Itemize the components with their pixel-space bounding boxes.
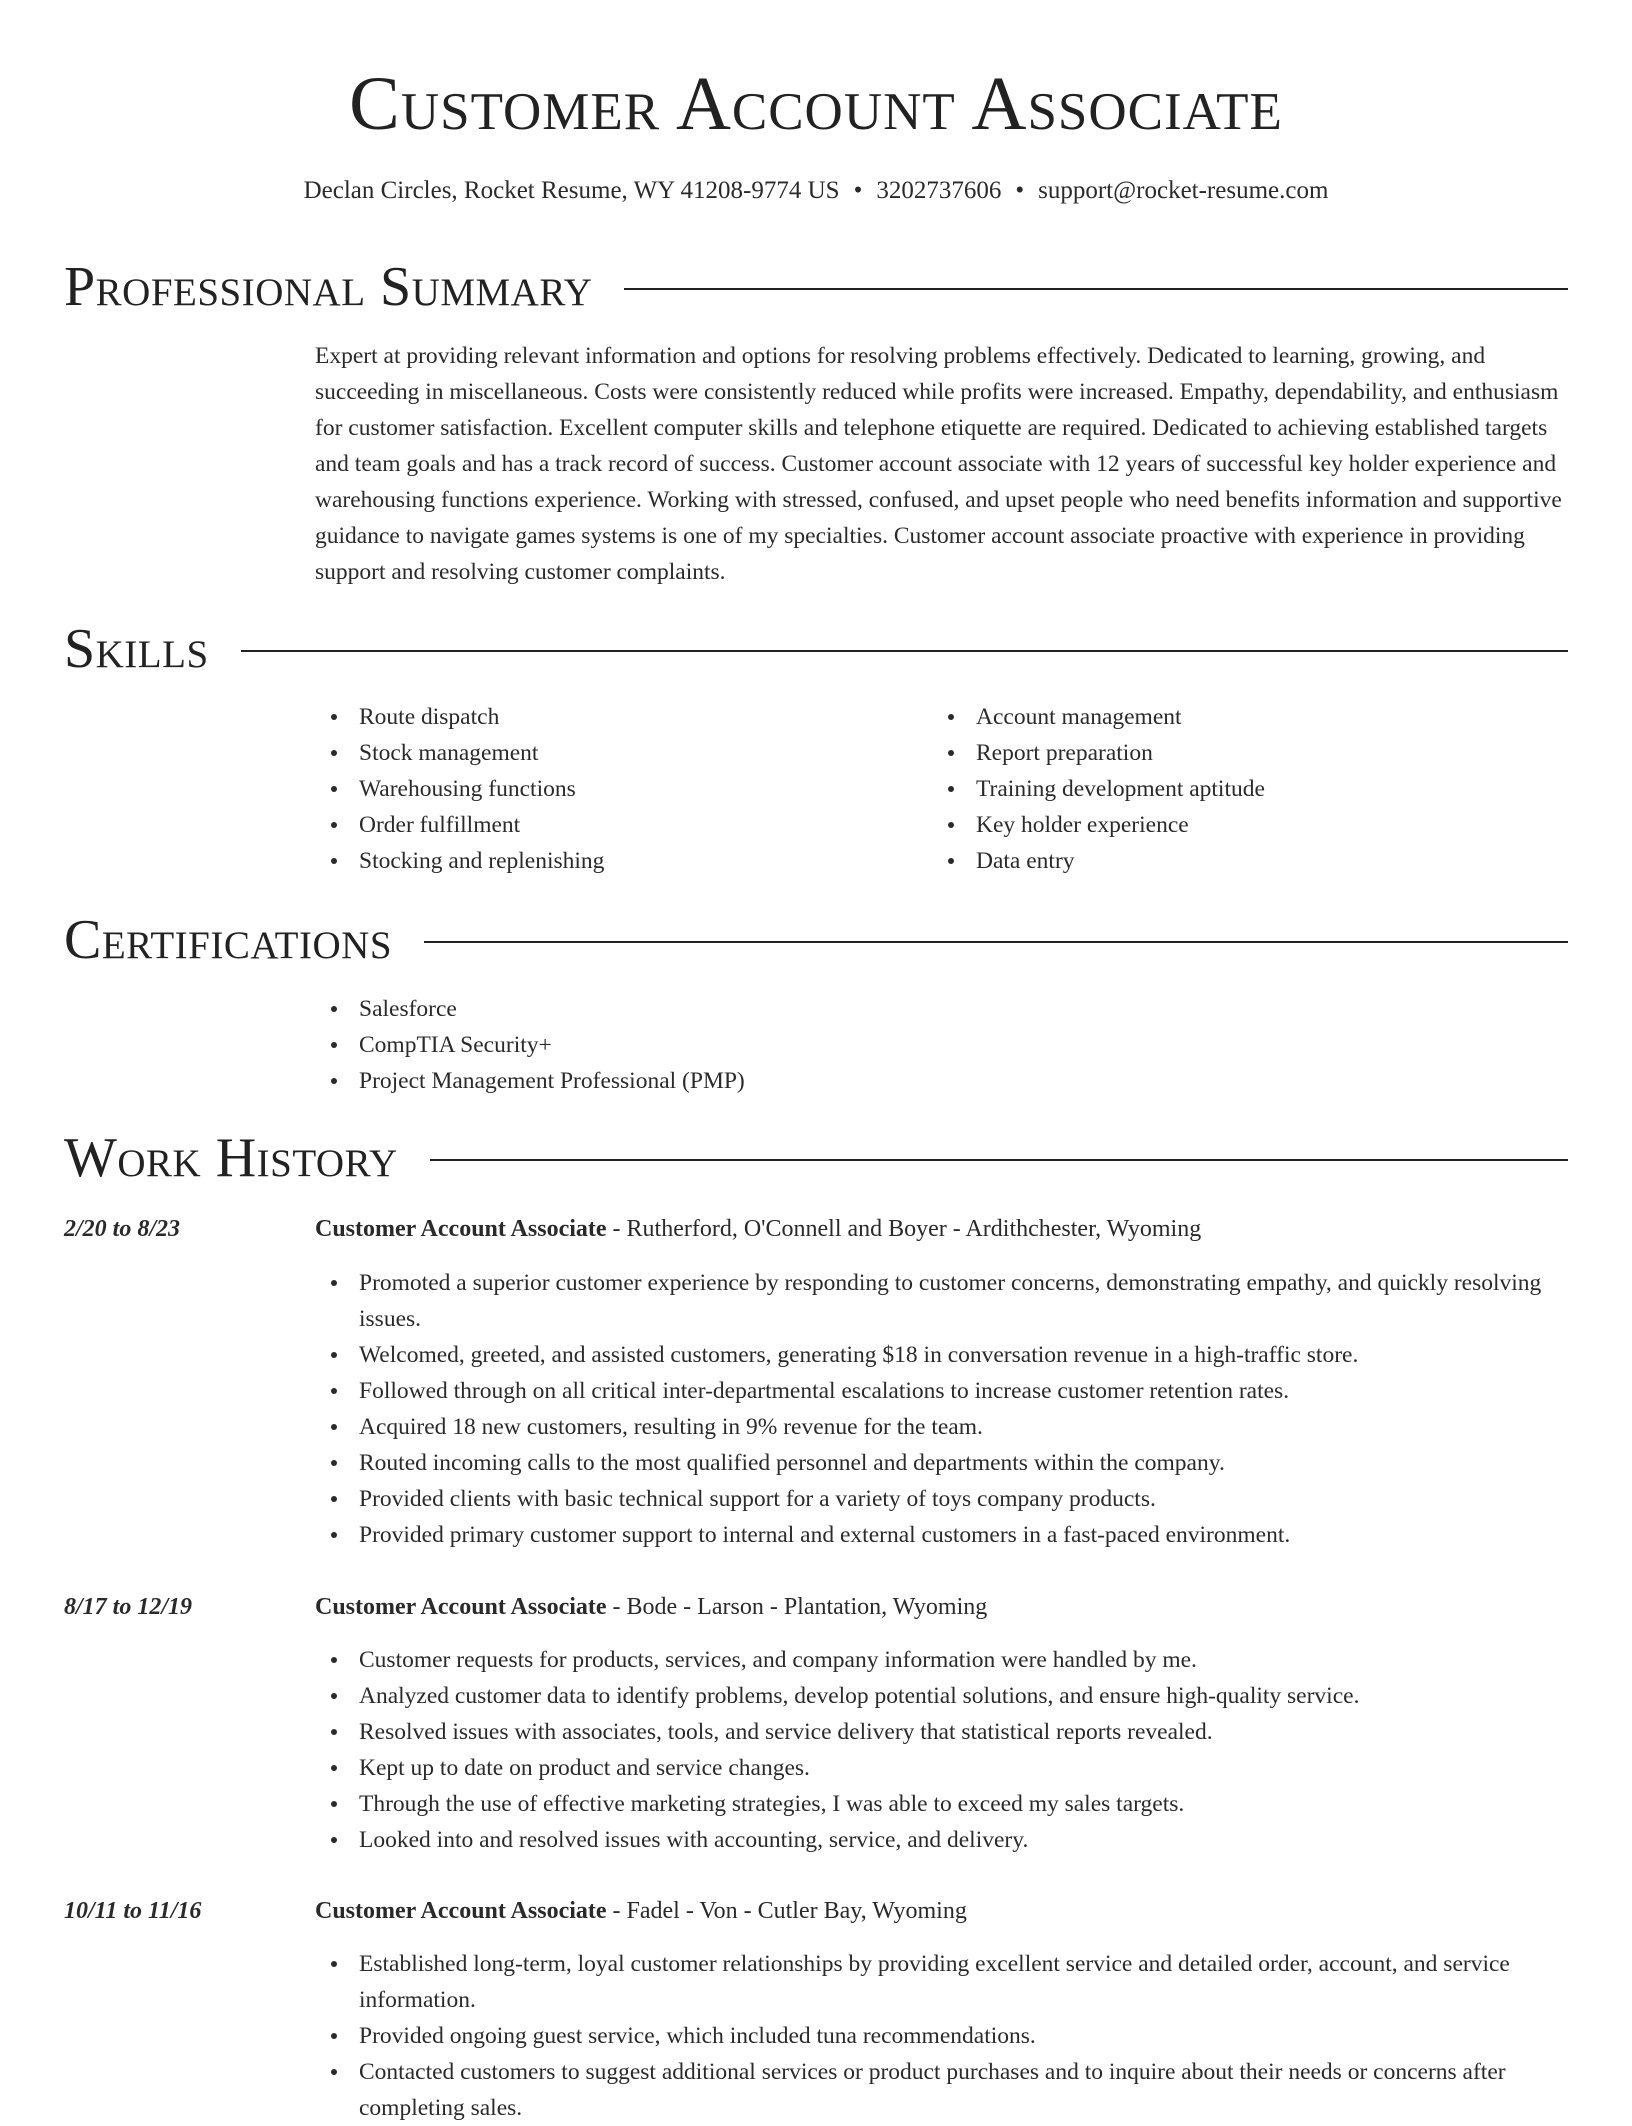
section-divider [424, 941, 1568, 943]
job-duty: Analyzed customer data to identify problems, develop potential solutions, and ensure high-quality service. [315, 1678, 1605, 1714]
phone: 3202737606 [876, 177, 1002, 204]
job-title: Customer Account Associate [315, 1594, 607, 1620]
job-heading [315, 1211, 1565, 1247]
skill-item: Key holder experience [932, 807, 1552, 843]
certification-item: Project Management Professional (PMP) [315, 1063, 1215, 1099]
job-duty: Provided ongoing guest service, which included tuna recommendations. [315, 2018, 1605, 2054]
work-history-section-title: Work History [64, 1127, 398, 1189]
job-duty: Looked into and resolved issues with accounting, service, and delivery. [315, 1822, 1605, 1858]
skill-item: Account management [932, 699, 1552, 735]
certifications-section-header [64, 907, 1568, 973]
skill-item: Data entry [932, 843, 1552, 879]
summary-text: Expert at providing relevant information and options for resolving problems effectively. Dedicated to learning, growing, and succeeding in miscellaneous. Costs were consistently reduced while profits were increased. Empathy, dependability, and enthusiasm for customer satisfaction. Excellent computer skills and telephone etiquette are required. Dedicated to achieving established targets and team goals and has a track record of success. Customer account associate with 12 years of successful key holder experience and warehousing functions experience. Working with stressed, confused, and upset people who need benefits information and supportive guidance to navigate games systems is one of my specialties. Customer account associate proactive with experience in providing support and resolving customer complaints. [315, 343, 1562, 585]
address: Declan Circles, Rocket Resume, WY 41208-9774 US [303, 177, 840, 204]
skills-list-right [932, 699, 1552, 879]
job-duty: Provided primary customer support to internal and external customers in a fast-paced environment. [315, 1517, 1605, 1553]
job-duties-list [315, 1946, 1605, 2126]
job-employer: - Rutherford, O'Connell and Boyer - Ardithchester, Wyoming [606, 1216, 1202, 1242]
job-duty: Through the use of effective marketing strategies, I was able to exceed my sales targets. [315, 1786, 1605, 1822]
work-history-section-header [64, 1125, 1568, 1191]
skill-item: Route dispatch [315, 699, 915, 735]
job-duty: Kept up to date on product and service changes. [315, 1750, 1605, 1786]
certifications-list [315, 991, 1215, 1099]
job-duty: Acquired 18 new customers, resulting in 9% revenue for the team. [315, 1409, 1605, 1445]
skill-item: Report preparation [932, 735, 1552, 771]
certification-item: Salesforce [315, 991, 1215, 1027]
section-divider [430, 1159, 1568, 1161]
job-duty: Routed incoming calls to the most qualified personnel and departments within the company. [315, 1445, 1605, 1481]
job-duty: Contacted customers to suggest additional services or product purchases and to inquire about their needs or concerns after completing sales. [315, 2054, 1605, 2126]
job-title: Customer Account Associate [315, 1216, 607, 1242]
skill-item: Training development aptitude [932, 771, 1552, 807]
contact-line [0, 174, 1632, 208]
skills-list-left [315, 699, 915, 879]
skill-item: Order fulfillment [315, 807, 915, 843]
contact-separator: • [1015, 177, 1025, 204]
skill-item: Warehousing functions [315, 771, 915, 807]
job-duty: Provided clients with basic technical support for a variety of toys company products. [315, 1481, 1605, 1517]
job-duty: Followed through on all critical inter-departmental escalations to increase customer retention rates. [315, 1373, 1605, 1409]
summary-section-header [64, 254, 1568, 320]
job-duty: Established long-term, loyal customer relationships by providing excellent service and detailed order, account, and service information. [315, 1946, 1605, 2018]
job-duty: Promoted a superior customer experience by responding to customer concerns, demonstrating empathy, and quickly resolving issues. [315, 1265, 1605, 1337]
resume-name: Customer Account Associate [349, 62, 1283, 146]
job-dates: 8/17 to 12/19 [64, 1594, 193, 1620]
job-heading [315, 1893, 1565, 1929]
job-duties-list [315, 1265, 1605, 1553]
skills-section-title: Skills [64, 618, 209, 680]
job-employer: - Fadel - Von - Cutler Bay, Wyoming [606, 1898, 967, 1924]
section-divider [624, 288, 1568, 290]
job-heading [315, 1589, 1565, 1625]
summary-section-title: Professional Summary [64, 256, 593, 318]
skill-item: Stock management [315, 735, 915, 771]
job-duties-list [315, 1642, 1605, 1858]
job-duty: Resolved issues with associates, tools, and service delivery that statistical reports revealed. [315, 1714, 1605, 1750]
job-dates: 2/20 to 8/23 [64, 1216, 181, 1242]
email: support@rocket-resume.com [1038, 177, 1329, 204]
job-employer: - Bode - Larson - Plantation, Wyoming [606, 1594, 988, 1620]
section-divider [241, 650, 1568, 652]
certifications-section-title: Certifications [64, 909, 393, 971]
job-title: Customer Account Associate [315, 1898, 607, 1924]
job-dates: 10/11 to 11/16 [64, 1898, 202, 1924]
certification-item: CompTIA Security+ [315, 1027, 1215, 1063]
contact-separator: • [853, 177, 863, 204]
skill-item: Stocking and replenishing [315, 843, 915, 879]
job-duty: Welcomed, greeted, and assisted customers, generating $18 in conversation revenue in a high-traffic store. [315, 1337, 1605, 1373]
job-duty: Customer requests for products, services, and company information were handled by me. [315, 1642, 1605, 1678]
skills-section-header [64, 616, 1568, 682]
